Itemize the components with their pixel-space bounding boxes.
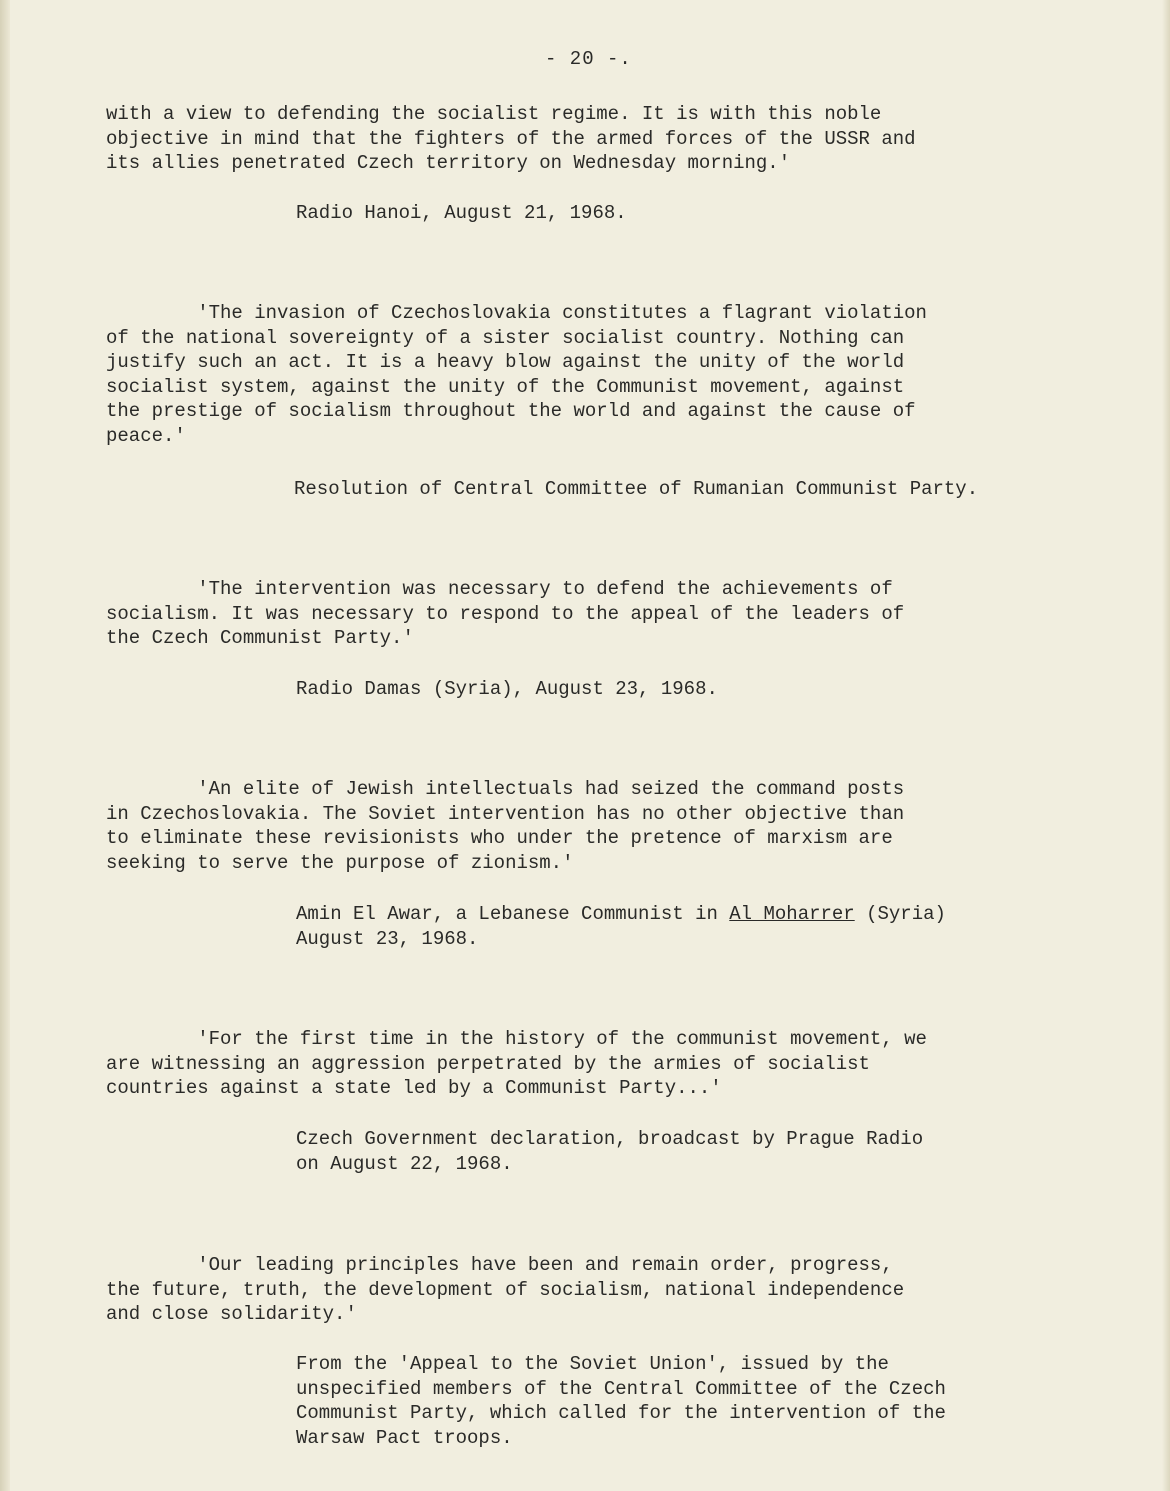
quote-6-attribution: [296, 1352, 946, 1450]
quote-1-attribution: [296, 201, 627, 226]
attribution-line: August 23, 1968.: [296, 927, 479, 950]
attribution-line: unspecified members of the Central Committee of the Czech: [296, 1377, 946, 1400]
text-line: 'An elite of Jewish intellectuals had seized the command posts: [106, 778, 905, 800]
text-line: socialist system, against the unity of the Communist movement, against: [106, 375, 905, 398]
text-line: socialism. It was necessary to respond to the appeal of the leaders of: [106, 602, 905, 625]
text-line: peace.': [106, 424, 186, 447]
quote-6-text: [106, 1253, 1096, 1327]
quote-4-attribution: [296, 902, 946, 951]
attribution-line: Czech Government declaration, broadcast by Prague Radio: [296, 1128, 924, 1150]
text-line: 'Our leading principles have been and remain order, progress,: [106, 1254, 893, 1276]
quote-3-attribution: [296, 677, 718, 702]
text-line: 'For the first time in the history of the communist movement, we: [106, 1028, 927, 1050]
quote-3-text: [106, 577, 1096, 651]
text-line: in Czechoslovakia. The Soviet intervention has no other objective than: [106, 802, 905, 825]
quote-4-text: [106, 777, 1096, 875]
attribution-line: Warsaw Pact troops.: [296, 1426, 513, 1449]
text-line: with a view to defending the socialist regime. It is with this noble: [106, 103, 882, 125]
text-line: the prestige of socialism throughout the world and against the cause of: [106, 400, 916, 423]
text-line: 'The invasion of Czechoslovakia constitutes a flagrant violation: [106, 302, 927, 324]
quote-2-text: [106, 301, 1096, 449]
text-line: 'The intervention was necessary to defend the achievements of: [106, 578, 893, 600]
attribution-prefix: Amin El Awar, a Lebanese Communist in: [296, 903, 730, 925]
text-line: the future, truth, the development of socialism, national independence: [106, 1278, 905, 1301]
text-line: of the national sovereignty of a sister socialist country. Nothing can: [106, 326, 905, 349]
text-line: to eliminate these revisionists who under the pretence of marxism are: [106, 827, 893, 850]
text-line: the Czech Communist Party.': [106, 627, 414, 650]
text-line: countries against a state led by a Communist Party...': [106, 1077, 722, 1100]
attribution-suffix: (Syria): [854, 903, 946, 925]
text-line: objective in mind that the fighters of the armed forces of the USSR and: [106, 127, 916, 150]
attribution-line: [296, 902, 946, 927]
quote-5-attribution: [296, 1127, 923, 1176]
text-line: seeking to serve the purpose of zionism.': [106, 851, 574, 874]
page-number: - 20 -.: [545, 48, 632, 70]
quote-1-text: [106, 102, 1096, 176]
page-left-edge: [0, 0, 10, 1491]
text-line: and close solidarity.': [106, 1303, 357, 1326]
attribution-line: Radio Hanoi, August 21, 1968.: [296, 202, 627, 224]
page-right-edge: [1162, 0, 1170, 1491]
text-line: are witnessing an aggression perpetrated by the armies of socialist: [106, 1052, 870, 1075]
attribution-line: From the 'Appeal to the Soviet Union', issued by the: [296, 1353, 889, 1375]
quote-5-text: [106, 1027, 1096, 1101]
text-line: justify such an act. It is a heavy blow against the unity of the world: [106, 351, 905, 374]
quote-2-attribution: [294, 477, 978, 502]
attribution-line: Communist Party, which called for the intervention of the: [296, 1402, 946, 1425]
publication-title: Al Moharrer: [729, 903, 855, 925]
attribution-line: Resolution of Central Committee of Rumanian Communist Party.: [294, 478, 979, 500]
attribution-line: on August 22, 1968.: [296, 1152, 513, 1175]
text-line: its allies penetrated Czech territory on Wednesday morning.': [106, 152, 791, 175]
attribution-line: Radio Damas (Syria), August 23, 1968.: [296, 678, 718, 700]
